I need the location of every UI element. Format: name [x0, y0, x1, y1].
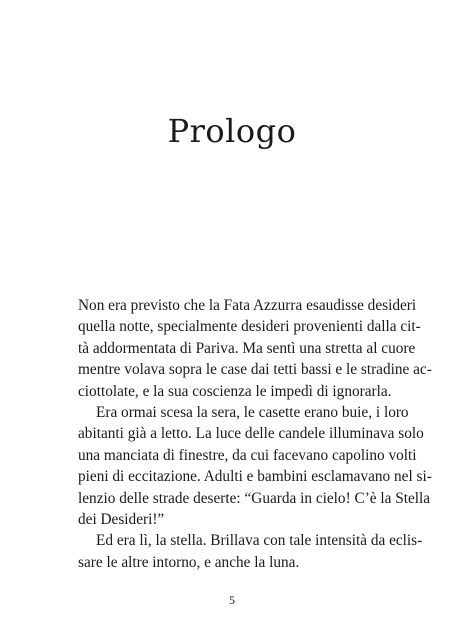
text-line: ciottolate, e la sua coscienza le impedì di ignorarla. — [78, 382, 392, 400]
page-number: 5 — [229, 593, 235, 607]
text-line: lenzio delle strade deserte: “Guarda in cielo! C’è la Stella — [78, 489, 431, 507]
paragraph — [78, 295, 432, 402]
text-line: mentre volava sopra le case dai tetti bassi e le stradine ac- — [78, 361, 432, 379]
paragraph — [78, 402, 432, 530]
text-line: Non era previsto che la Fata Azzurra esaudisse desideri — [78, 297, 417, 314]
text-line: abitanti già a letto. La luce delle candele illuminava solo — [78, 425, 424, 443]
text-line: una manciata di finestre, da cui facevano capolino volti — [78, 446, 417, 464]
chapter-title: Prologo — [167, 112, 297, 150]
paragraph — [78, 530, 423, 573]
text-line: Era ormai scesa la sera, le casette erano buie, i loro — [96, 404, 409, 422]
text-line: tà addormentata di Pariva. Ma sentì una stretta al cuore — [78, 339, 416, 357]
text-line: Ed era lì, la stella. Brillava con tale intensità da eclis- — [96, 532, 423, 550]
text-line: sare le altre intorno, e anche la luna. — [78, 553, 300, 571]
text-line: dei Desideri!” — [78, 511, 165, 529]
body-text — [78, 295, 432, 573]
text-line: pieni di eccitazione. Adulti e bambini esclamavano nel si- — [78, 468, 432, 486]
text-line: quella notte, specialmente desideri provenienti dalla cit- — [78, 318, 421, 336]
